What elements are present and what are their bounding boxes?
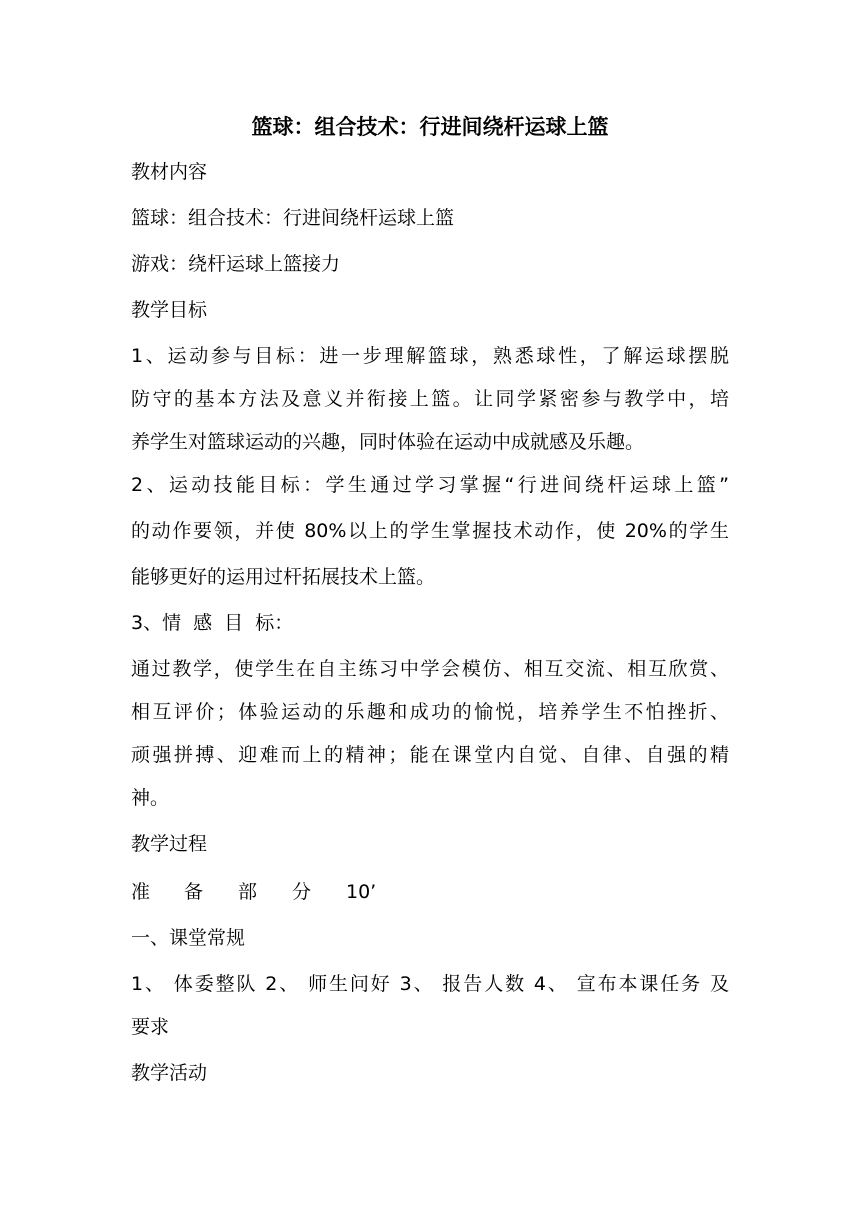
goals-heading: 教学目标: [131, 299, 208, 321]
goal-2-line: 2、运动技能目标：学生通过学习掌握“行进间绕杆运球上篮”: [131, 474, 729, 496]
goal-1-line: 1、运动参与目标：进一步理解篮球，熟悉球性，了解运球摆脱: [131, 345, 729, 367]
routine-line: 要求: [131, 1016, 170, 1038]
prep-section-label: [131, 877, 376, 907]
prep-label-char: 分: [292, 881, 312, 903]
document-title: 篮球：组合技术：行进间绕杆运球上篮: [251, 115, 609, 139]
goal-1-line: 防守的基本方法及意义并衔接上篮。让同学紧密参与教学中，培: [131, 388, 729, 410]
goal-2-line: 的动作要领，并使 80%以上的学生掌握技术动作，使 20%的学生: [131, 520, 729, 542]
goal-3-label: 3、情 感 目 标：: [131, 612, 294, 634]
prep-label-char: 准: [131, 881, 151, 903]
routine-heading: 一、课堂常规: [131, 927, 246, 949]
goal-2-line: 能够更好的运用过杆拓展技术上篮。: [131, 566, 436, 588]
prep-label-char: 备: [184, 881, 204, 903]
content-item: 游戏：绕杆运球上篮接力: [131, 253, 341, 275]
goal-3-line: 通过教学，使学生在自主练习中学会模仿、相互交流、相互欣赏、: [131, 658, 729, 680]
goal-3-line: 顽强拼搏、迎难而上的精神；能在课堂内自觉、自律、自强的精: [131, 744, 729, 766]
routine-line: 1、 体委整队 2、 师生问好 3、 报告人数 4、 宣布本课任务 及: [131, 973, 729, 995]
content-item: 篮球：组合技术：行进间绕杆运球上篮: [131, 207, 455, 229]
prep-label-char: 部: [238, 881, 258, 903]
goal-3-line: 神。: [131, 787, 170, 809]
process-heading: 教学过程: [131, 833, 208, 855]
content-heading: 教材内容: [131, 161, 208, 183]
activity-heading: 教学活动: [131, 1062, 208, 1084]
goal-3-line: 相互评价；体验运动的乐趣和成功的愉悦，培养学生不怕挫折、: [131, 701, 729, 723]
prep-duration: 10’: [346, 881, 377, 903]
goal-1-line: 养学生对篮球运动的兴趣，同时体验在运动中成就感及乐趣。: [131, 431, 645, 453]
